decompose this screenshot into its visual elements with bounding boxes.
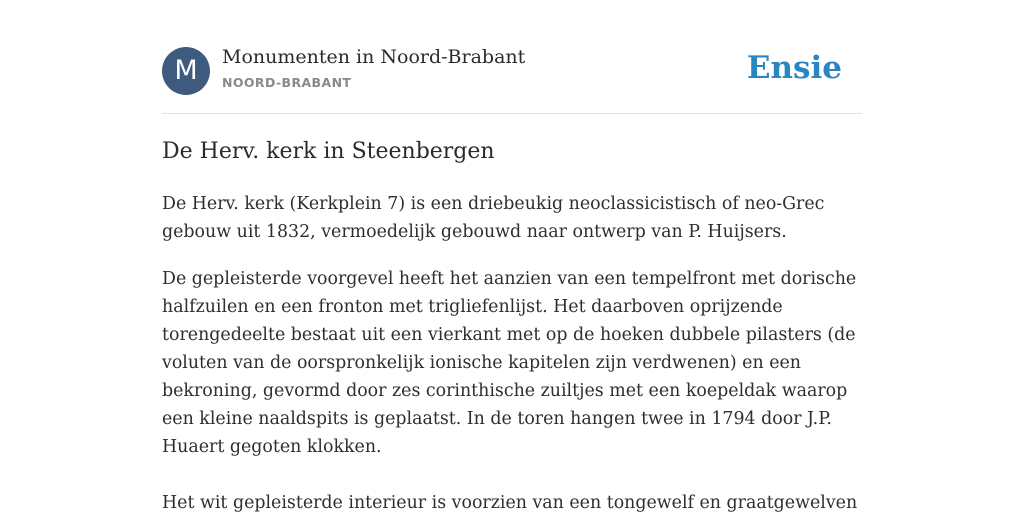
article-paragraph-2: De gepleisterde voorgevel heeft het aanzien van een tempelfront met dorische halfzuilen en een fronton met trigliefenlijst. Het daarboven oprijzende torengedeelte bestaat uit een vierkant met op de hoeken dubbele pilasters (de voluten van de oorspronkelijk ionische kapitelen zijn verdwenen) en een bekroning, gevormd door zes corinthische zuiltjes met een koepeldak waarop een kleine naaldspits is geplaatst. In de toren hangen twee in 1794 door J.P. Huaert gegoten klokken. xyxy=(162,269,857,457)
collection-title[interactable]: Monumenten in Noord-Brabant xyxy=(222,46,526,68)
article-paragraph-3: Het wit gepleisterde interieur is voorzien van een tongewelf en graatgewelven xyxy=(162,493,858,512)
collection-header xyxy=(162,46,862,96)
brand-logo[interactable]: Ensie xyxy=(746,50,842,86)
article-paragraph-1: De Herv. kerk (Kerkplein 7) is een driebeukig neoclassicistisch of neo-Grec gebouw uit 1832, vermoedelijk gebouwd naar ontwerp van P. Huijsers. xyxy=(162,194,825,242)
header-divider xyxy=(162,113,862,114)
article-title: De Herv. kerk in Steenbergen xyxy=(162,139,495,164)
avatar[interactable]: M xyxy=(162,47,210,95)
collection-subtitle[interactable]: NOORD-BRABANT xyxy=(222,75,352,90)
article xyxy=(162,138,862,512)
